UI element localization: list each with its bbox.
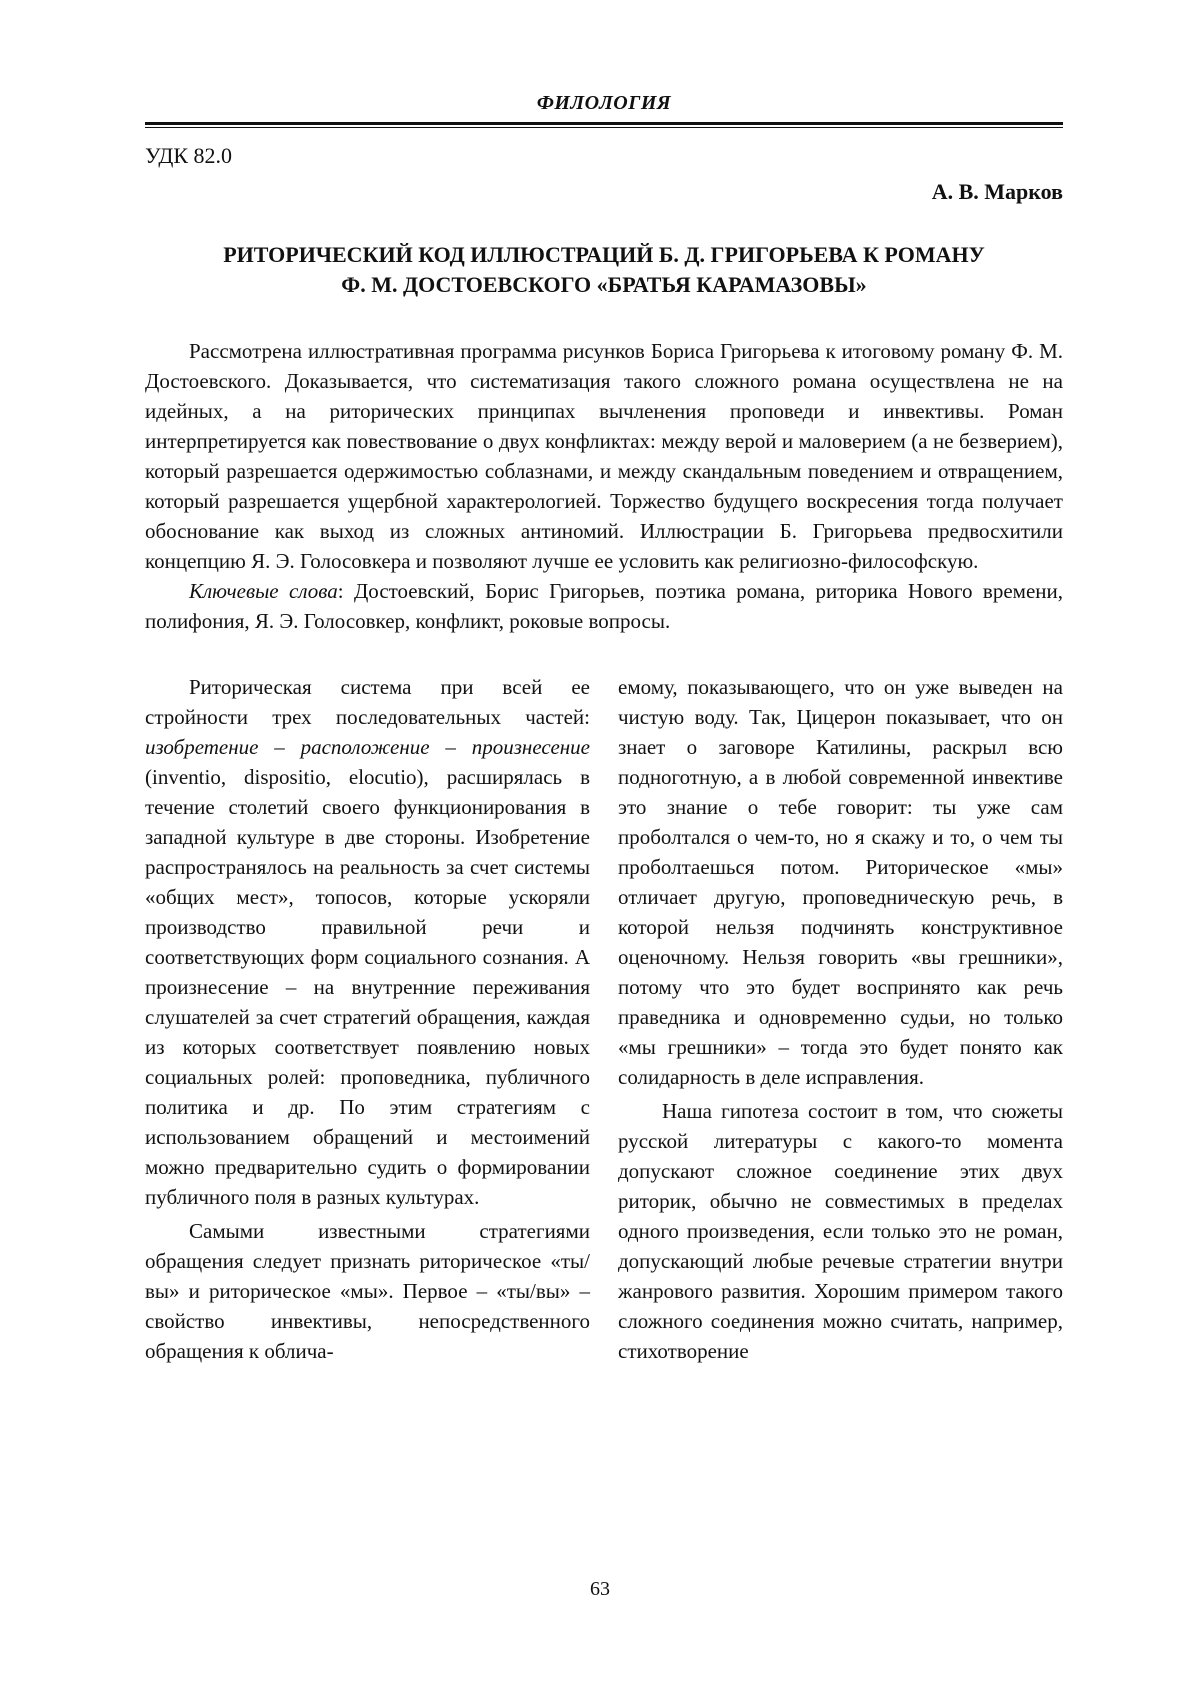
keywords bbox=[145, 576, 1063, 636]
rhetoric-parts-terms: изобретение – расположение – произнесение bbox=[145, 735, 590, 759]
paragraph: Наша гипотеза состоит в том, что сюжеты русской литературы с какого-то момента допускают сложное соединение этих двух риторик, обычно не совместимых в пределах одного произведения, если только это не роман, допускающий любые речевые стратегии внутри жанрового развития. Хорошим примером такого сложного соединения можно считать, например, стихотворение bbox=[618, 1099, 1063, 1363]
paragraph bbox=[145, 672, 590, 1212]
article-title-line-2: Ф. М. ДОСТОЕВСКОГО «БРАТЬЯ КАРАМАЗОВЫ» bbox=[341, 272, 867, 297]
body-columns bbox=[145, 672, 1063, 1366]
paragraph-text: Риторическая система при всей ее стройности трех последовательных частей: bbox=[145, 675, 590, 729]
page bbox=[145, 88, 1063, 1366]
keywords-list: : Достоевский, Борис Григорьев, поэтика романа, риторика Нового времени, полифония, Я. Э. Голосовкер, конфликт, роковые вопросы. bbox=[145, 579, 1063, 633]
article-title bbox=[145, 240, 1063, 300]
header-rule bbox=[145, 122, 1063, 128]
udk-code: УДК 82.0 bbox=[145, 143, 233, 168]
abstract bbox=[145, 336, 1063, 636]
author-name: А. В. Марков bbox=[931, 179, 1063, 204]
paragraph-text: (inventio, dispositio, elocutio), расширялась в течение столетий своего функционирования в западной культуре в две стороны. Изобретение распространялось на реальность за счет системы «общих мест», топосов, которые ускоряли производство правильной речи и соответствующих форм социального сознания. А произнесение – на внутренние переживания слушателей за счет стратегий обращения, каждая из которых соответствует появлению новых социальных ролей: проповедника, публичного политика и др. По этим стратегиям с использованием обращений и местоимений можно предварительно судить о формировании публичного поля в разных культурах. bbox=[145, 765, 590, 1209]
page-number: 63 bbox=[590, 1578, 610, 1600]
paragraph: Самыми известными стратегиями обращения следует признать риторическое «ты/вы» и риторическое «мы». Первое – «ты/вы» – свойство инвективы, непосредственного обращения к облича- bbox=[145, 1219, 590, 1363]
left-column bbox=[145, 672, 590, 1366]
paragraph: емому, показывающего, что он уже выведен на чистую воду. Так, Цицерон показывает, что он знает о заговоре Катилины, раскрыл всю подноготную, а в любой современной инвективе это знание о тебе говорит: ты уже сам проболтался о чем-то, но я скажу и то, о чем ты проболтаешься потом. Риторическое «мы» отличает другую, проповедническую речь, в которой нельзя подчинять конструктивное оценочному. Нельзя говорить «вы грешники», потому что это будет воспринято как речь праведника и одновременно судьи, но только «мы грешники» – тогда это будет понято как солидарность в деле исправления. bbox=[618, 675, 1063, 1089]
article-title-line-1: РИТОРИЧЕСКИЙ КОД ИЛЛЮСТРАЦИЙ Б. Д. ГРИГОРЬЕВА К РОМАНУ bbox=[223, 242, 985, 267]
right-column bbox=[618, 672, 1063, 1366]
keywords-label: Ключевые слова bbox=[189, 579, 338, 603]
abstract-text: Рассмотрена иллюстративная программа рисунков Бориса Григорьева к итоговому роману Ф. М. Достоевского. Доказывается, что систематизация такого сложного романа осуществлена не на идейных, а на риторических принципах вычленения проповеди и инвективы. Роман интерпретируется как повествование о двух конфликтах: между верой и маловерием (а не безверием), который разрешается одержимостью соблазнами, и между скандальным поведением и отвращением, который разрешается ущербной характерологией. Торжество будущего воскресения тогда получает обоснование как выход из сложных антиномий. Иллюстрации Б. Григорьева предвосхитили концепцию Я. Э. Голосовкера и позволяют лучше ее условить как религиозно-философскую. bbox=[145, 339, 1063, 573]
section-heading: ФИЛОЛОГИЯ bbox=[536, 92, 672, 114]
